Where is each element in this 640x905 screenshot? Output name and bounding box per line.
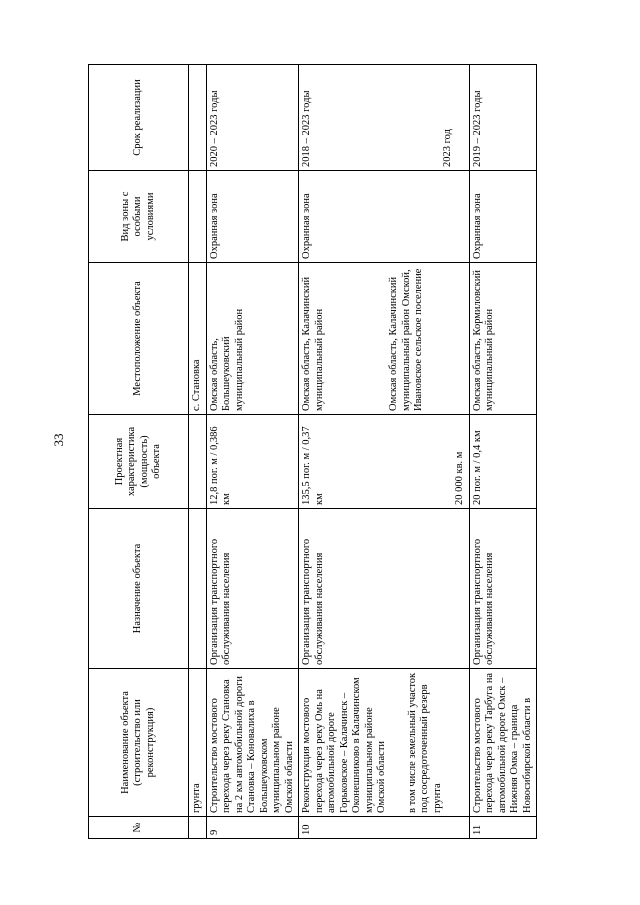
continuation-name: грунта [189,669,207,817]
continuation-location: с. Становка [189,263,207,415]
header-location: Местоположение объекта [89,263,189,415]
header-row [89,65,189,839]
row-number: 9 [206,817,299,839]
object-location: Омская область, Большеуковский муниципальный район [206,263,299,415]
object-term-cell [299,65,470,171]
header-no: № [89,817,189,839]
object-term: 2018 – 2023 годы [301,90,312,167]
object-name: Строительство мостового перехода через реку Тарбуга на автомобильной дороге Омск – Нижняя Омка – граница Новосибирской области в [469,669,537,817]
object-capacity-cell [299,415,470,509]
object-subcapacity: 20 000 кв. м [454,451,465,505]
object-name: Строительство мостового перехода через реку Становка на 2 км автомобильной дороги Становка – Коновалиха в Большеуковском муниципальном районе Омской области [206,669,299,817]
object-sublocation: Омская область, Калачинский муниципальный район Омской, Ивановское сельское поселение [388,268,424,411]
table-row-continuation [189,65,207,839]
object-capacity: 20 пог. м / 0,4 км [469,415,537,509]
rotated-table-container [88,65,552,839]
object-zone: Охранная зона [299,171,470,263]
object-term: 2020 – 2023 годы [206,65,299,171]
object-term: 2019 – 2023 годы [469,65,537,171]
table-row [469,65,537,839]
header-capacity: Проектная характеристика (мощность) объекта [89,415,189,509]
objects-table [88,64,537,839]
object-subterm: 2023 год [441,129,453,167]
page-number: 33 [51,433,66,447]
row-number: 10 [299,817,470,839]
object-name-cell [299,669,470,817]
object-name: Реконструкция мостового перехода через реку Омь на автомобильной дороге Горьковское – Калачинск – Оконешниково в Калачинском муниципальном районе Омской области [301,677,387,813]
object-location: Омская область, Калачинский муниципальный район [301,276,325,411]
object-purpose: Организация транспортного обслуживания населения [469,509,537,669]
object-zone: Охранная зона [206,171,299,263]
header-purpose: Назначение объекта [89,509,189,669]
object-zone: Охранная зона [469,171,537,263]
object-location: Омская область, Кормиловский муниципальный район [469,263,537,415]
row-number: 11 [469,817,537,839]
object-location-cell [299,263,470,415]
object-subname: в том числе земельный участок под сосредоточенный резерв грунта [406,672,443,813]
object-purpose: Организация транспортного обслуживания населения [206,509,299,669]
table-row [299,65,470,839]
object-purpose: Организация транспортного обслуживания населения [299,509,470,669]
header-zone: Вид зоны с особыми условиями [89,171,189,263]
object-capacity: 12,8 пог. м / 0,386 км [206,415,299,509]
object-capacity: 135,5 пог. м / 0,37 км [301,426,325,505]
header-term: Срок реализации [89,65,189,171]
table-row [206,65,299,839]
header-name: Наименование объекта (строительство или реконструкция) [89,669,189,817]
